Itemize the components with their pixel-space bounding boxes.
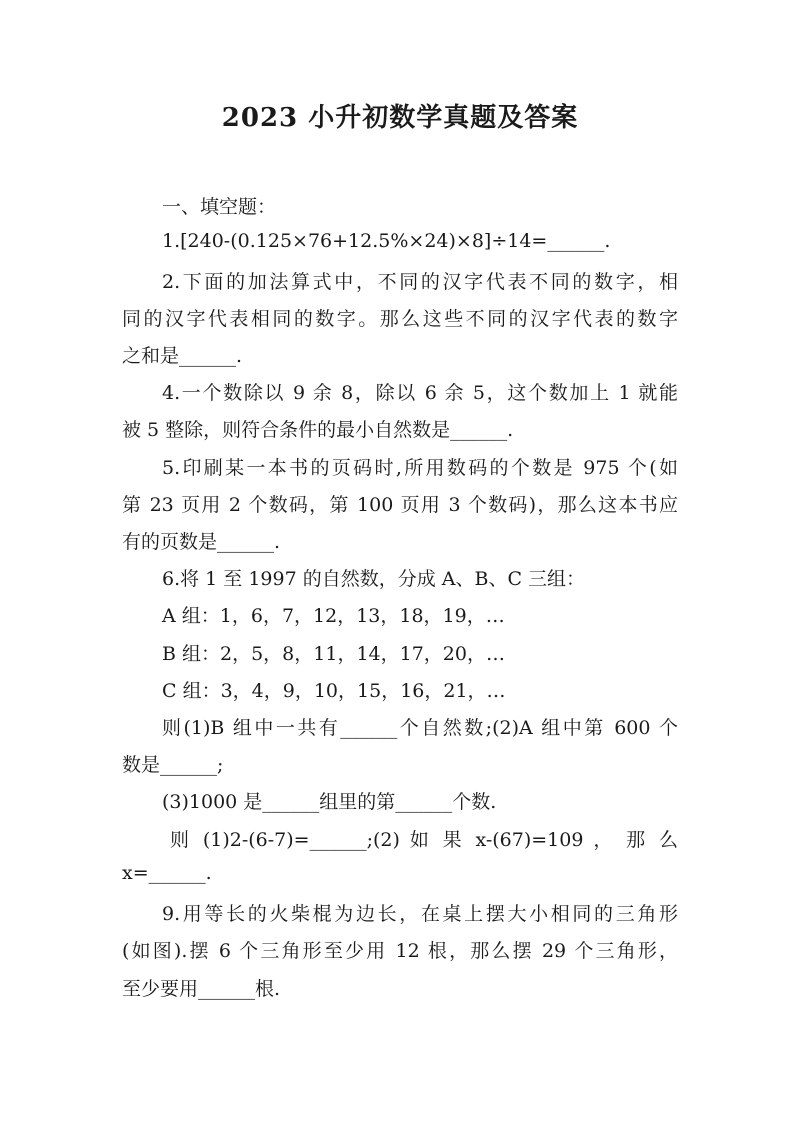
question-2-line-3: 之和是______. <box>122 345 243 367</box>
question-9-line-1: 9.用等长的火柴棍为边长，在桌上摆大小相同的三角形 <box>162 903 678 925</box>
group-b-list: B 组：2，5，8，11，14，17，20，… <box>162 643 505 665</box>
question-5-line-2: 第 23 页用 2 个数码，第 100 页用 3 个数码)，那么这本书应 <box>122 494 678 516</box>
question-8-line-1: 则 (1)2-(6-7)=______;(2) 如 果 x-(67)=109 ， 那 么 <box>170 829 678 851</box>
question-1: 1.[240-(0.125×76+12.5%×24)×8]÷14=______. <box>162 230 611 252</box>
question-6-part-3: (3)1000 是______组里的第______个数. <box>162 791 497 813</box>
question-5-line-3: 有的页数是______. <box>122 531 281 553</box>
question-6-part-1-cont: 数是______; <box>122 754 224 776</box>
question-9-line-3: 至少要用______根. <box>122 978 281 1000</box>
section-heading: 一、填空题： <box>162 196 277 218</box>
question-6-part-1: 则(1)B 组中一共有______个自然数;(2)A 组中第 600 个 <box>162 717 678 739</box>
group-c-list: C 组：3，4，9，10，15，16，21，… <box>162 680 506 702</box>
question-6-line-1: 6.将 1 至 1997 的自然数，分成 A、B、C 三组： <box>162 568 586 590</box>
question-2-line-1: 2.下面的加法算式中，不同的汉字代表不同的数字，相 <box>162 271 678 293</box>
question-4-line-2: 被 5 整除，则符合条件的最小自然数是______. <box>122 419 514 441</box>
question-5-line-1: 5.印刷某一本书的页码时,所用数码的个数是 975 个(如 <box>162 457 678 479</box>
question-4-line-1: 4.一个数除以 9 余 8，除以 6 余 5，这个数加上 1 就能 <box>162 382 678 404</box>
question-8-line-2: x=______. <box>122 862 212 884</box>
question-9-line-2: (如图).摆 6 个三角形至少用 12 根，那么摆 29 个三角形， <box>122 940 678 962</box>
document-title: 2023 小升初数学真题及答案 <box>221 103 579 133</box>
question-2-line-2: 同的汉字代表相同的数字。那么这些不同的汉字代表的数字 <box>122 308 678 330</box>
group-a-list: A 组：1，6，7，12，13，18，19，… <box>162 605 505 627</box>
